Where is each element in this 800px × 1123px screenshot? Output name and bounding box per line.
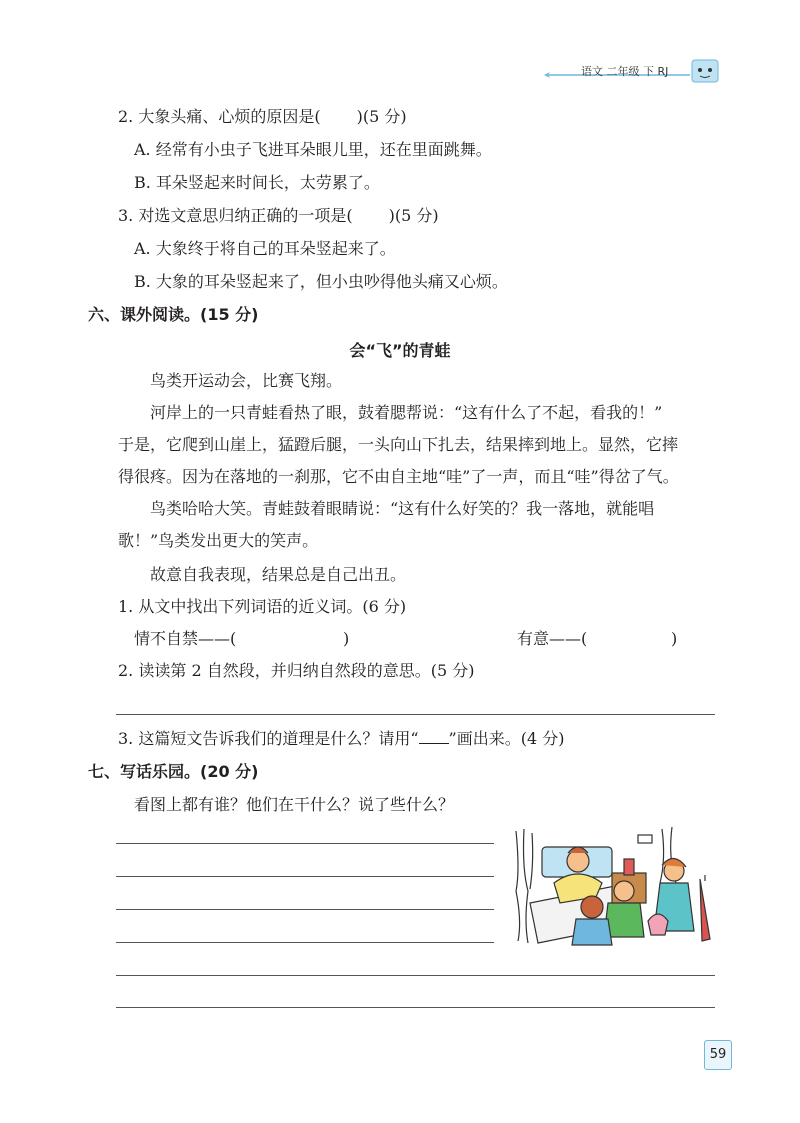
- story-para4: 故意自我表现，结果总是自己出丑。: [150, 565, 407, 584]
- q2-option-b[interactable]: B. 耳朵竖起来时间长，太劳累了。: [134, 173, 380, 192]
- illustration-hospital-visit: [512, 823, 717, 947]
- writing-line[interactable]: [116, 876, 494, 877]
- header-grade: 二年级: [606, 65, 640, 78]
- q3-stem: 3. 对选文意思归纳正确的一项是( )(5 分): [118, 206, 439, 225]
- page-number: 59: [704, 1040, 732, 1070]
- writing-line[interactable]: [116, 1007, 715, 1008]
- s6-q1-word2: 有意——(: [517, 629, 588, 648]
- story-title: 会“飞”的青蛙: [349, 341, 451, 360]
- writing-line[interactable]: [116, 942, 494, 943]
- s6-q1-stem: 1. 从文中找出下列词语的近义词。(6 分): [118, 597, 407, 616]
- underline-sample: [419, 729, 449, 744]
- story-para2-line3: 得很疼。因为在落地的一刹那，它不由自主地“哇”了一声，而且“哇”得岔了气。: [118, 467, 679, 486]
- story-para2-line1: 河岸上的一只青蛙看热了眼，鼓着腮帮说：“这有什么了不起，看我的！”: [150, 403, 663, 422]
- section7-prompt: 看图上都有谁？他们在干什么？说了些什么？: [134, 795, 455, 814]
- writing-line[interactable]: [116, 975, 715, 976]
- section6-heading: 六、课外阅读。(15 分): [88, 305, 259, 324]
- header-subject: 语文: [581, 65, 603, 78]
- header-term: 下: [643, 65, 654, 78]
- s6-q1-close1: ): [343, 629, 350, 648]
- header-edition: RJ: [657, 65, 669, 78]
- q3-option-b[interactable]: B. 大象的耳朵竖起来了，但小虫吵得他头痛又心烦。: [134, 272, 508, 291]
- s6-q2-stem: 2. 读读第 2 自然段，并归纳自然段的意思。(5 分): [118, 661, 475, 680]
- s6-q2-answer-line[interactable]: [116, 714, 715, 715]
- writing-line[interactable]: [116, 843, 494, 844]
- q2-stem: 2. 大象头痛、心烦的原因是( )(5 分): [118, 107, 407, 126]
- s6-q3-stem: 3. 这篇短文告诉我们的道理是什么？请用“ ”画出来。(4 分): [118, 729, 565, 748]
- q2-option-a[interactable]: A. 经常有小虫子飞进耳朵眼儿里，还在里面跳舞。: [134, 140, 492, 159]
- section7-heading: 七、写话乐园。(20 分): [88, 762, 259, 781]
- q3-option-a[interactable]: A. 大象终于将自己的耳朵竖起来了。: [134, 239, 396, 258]
- story-para1: 鸟类开运动会，比赛飞翔。: [150, 371, 343, 390]
- story-para3-line2: 歌！”鸟类发出更大的笑声。: [118, 531, 319, 550]
- s6-q1-word1: 情不自禁——(: [134, 629, 237, 648]
- story-para3-line1: 鸟类哈哈大笑。青蛙鼓着眼睛说：“这有什么好笑的？我一落地，就能唱: [150, 499, 655, 518]
- writing-line[interactable]: [116, 909, 494, 910]
- s6-q1-close2: ): [671, 629, 678, 648]
- story-para2-line2: 于是，它爬到山崖上，猛蹬后腿，一头向山下扎去，结果摔到地上。显然，它摔: [118, 435, 679, 454]
